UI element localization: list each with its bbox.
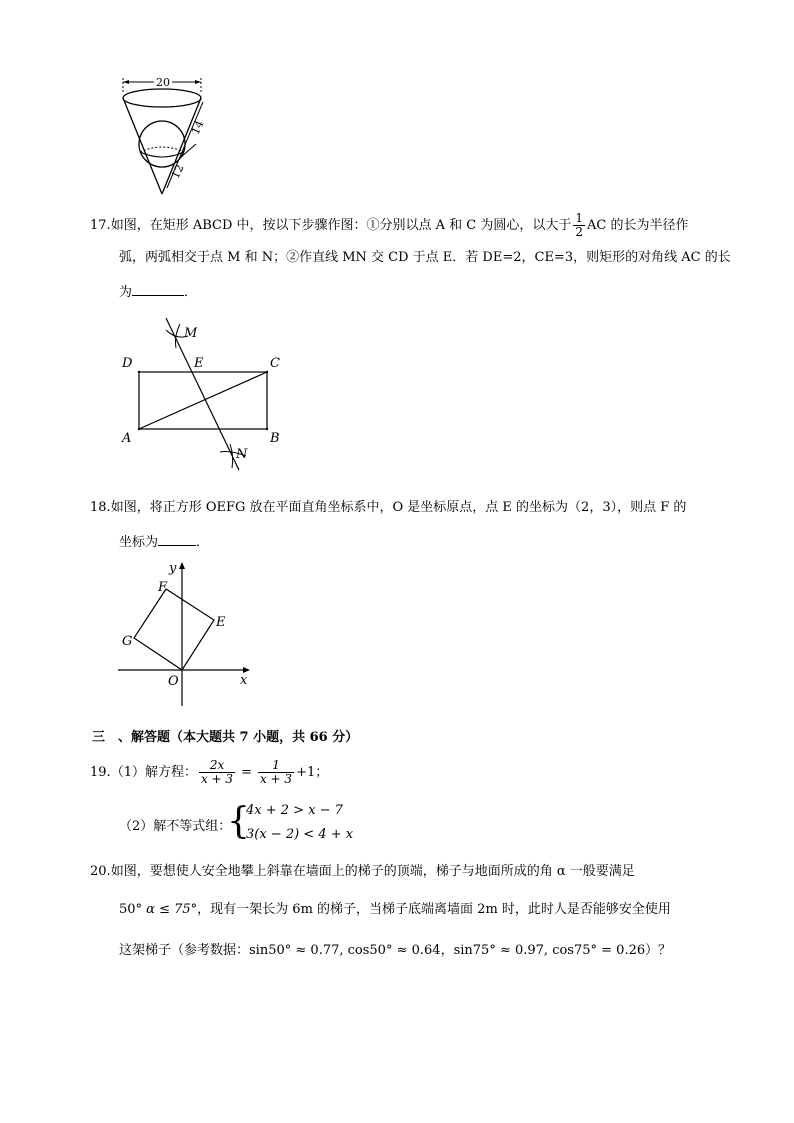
label-E: E (194, 356, 204, 371)
q18-answer-blank[interactable] (158, 533, 196, 546)
q19-lhs-fraction (199, 759, 235, 786)
q17-line3 (119, 283, 197, 301)
q20-text-3a: 这架梯子（参考数据： (119, 943, 250, 958)
q19-ineq2: 3(x − 2) < 4 + x (246, 827, 354, 842)
q17-text-3a: 为 (119, 285, 133, 300)
q20-text-1: 如图，要想使人安全地攀上斜靠在墙面上的梯子的顶端，梯子与地面所成的角 α 一般要满足 (110, 864, 635, 879)
q18-line1 (90, 500, 686, 516)
label-G: G (122, 634, 133, 649)
q19-rhs-fraction (258, 759, 294, 786)
cone-side-label-14: 14 (188, 118, 207, 137)
q19-part1-label: （1）解方程： (110, 765, 197, 780)
q20-angle-high: α ≤ 75° (142, 902, 198, 917)
q19-rhs-num: 1 (258, 759, 294, 773)
q18-text-2a: 坐标为 (119, 535, 159, 550)
label-F: F (158, 580, 168, 595)
q17-text-3b: ． (184, 285, 198, 300)
q19-lhs-num: 2x (199, 759, 235, 773)
q17-text-1a: 如图，在矩形 ABCD 中，按以下步骤作图：①分别以点 A 和 C 为圆心，以大于 (110, 218, 572, 233)
q19-rhs-den: x + 3 (259, 772, 293, 786)
q17-line2: 弧，两弧相交于点 M 和 N；②作直线 MN 交 CD 于点 E．若 DE=2，CE=3，则矩形的对角线 AC 的长 (119, 250, 731, 265)
cone-figure (110, 70, 220, 200)
q19-part1 (90, 756, 328, 790)
coordinate-figure (112, 558, 262, 708)
label-E2: E (216, 615, 226, 630)
q20-text-2: ，现有一架长为 6m 的梯子，当梯子底端离墙面 2m 时，此时人是否能够安全使用 (197, 902, 671, 917)
label-M: M (184, 326, 198, 341)
q19-ineq1: 4x + 2 > x − 7 (246, 803, 343, 818)
q20-number: 20. (90, 864, 111, 879)
label-B: B (270, 431, 280, 446)
label-N: N (236, 447, 248, 462)
label-D: D (122, 356, 133, 371)
q20-angle-low: 50° (119, 902, 143, 917)
q19-lhs-den: x + 3 (200, 772, 234, 786)
q20-ref-75: sin75° ≈ 0.97, cos75° = 0.26 (453, 943, 646, 958)
axis-label-y: y (169, 561, 177, 576)
cone-top-label: 20 (156, 76, 170, 89)
q20-ref-50: sin50° ≈ 0.77, cos50° ≈ 0.64 (249, 943, 441, 958)
q17-fraction (573, 212, 585, 239)
q17-number: 17. (90, 218, 111, 233)
section3-title: 三 、解答题（本大题共 7 小题，共 66 分） (92, 730, 359, 745)
q17-frac-num: 1 (575, 211, 584, 225)
q17-frac-den: 2 (575, 225, 584, 239)
q19-brace: { (227, 801, 250, 842)
q17-answer-blank[interactable] (132, 283, 184, 296)
q18-line2 (119, 533, 209, 551)
q20-text-3e: ）？ (645, 943, 672, 958)
label-O: O (168, 674, 179, 689)
q18-text-1: 如图，将正方形 OEFG 放在平面直角坐标系中，O 是坐标原点，点 E 的坐标为（2，3），则点 F 的 (110, 500, 687, 515)
label-A: A (122, 431, 132, 446)
q19-eq-tail: +1； (296, 765, 329, 780)
cone-side-label-12: 12 (168, 162, 187, 181)
label-C: C (270, 356, 280, 371)
q18-text-2b: ． (196, 535, 210, 550)
q19-part2-label: （2）解不等式组： (119, 819, 232, 834)
q20-text-3c: ， (440, 943, 454, 958)
q17-text-1b: AC 的长为半径作 (587, 218, 689, 233)
rectangle-figure (110, 310, 290, 480)
q20-line3 (119, 943, 671, 959)
q20-line1 (90, 864, 635, 880)
q20-line2 (119, 902, 671, 918)
q19-number: 19. (90, 765, 111, 780)
axis-label-x: x (240, 673, 248, 688)
q19-equals: = (241, 765, 252, 780)
q18-number: 18. (90, 500, 111, 515)
q17-line1 (90, 212, 688, 239)
